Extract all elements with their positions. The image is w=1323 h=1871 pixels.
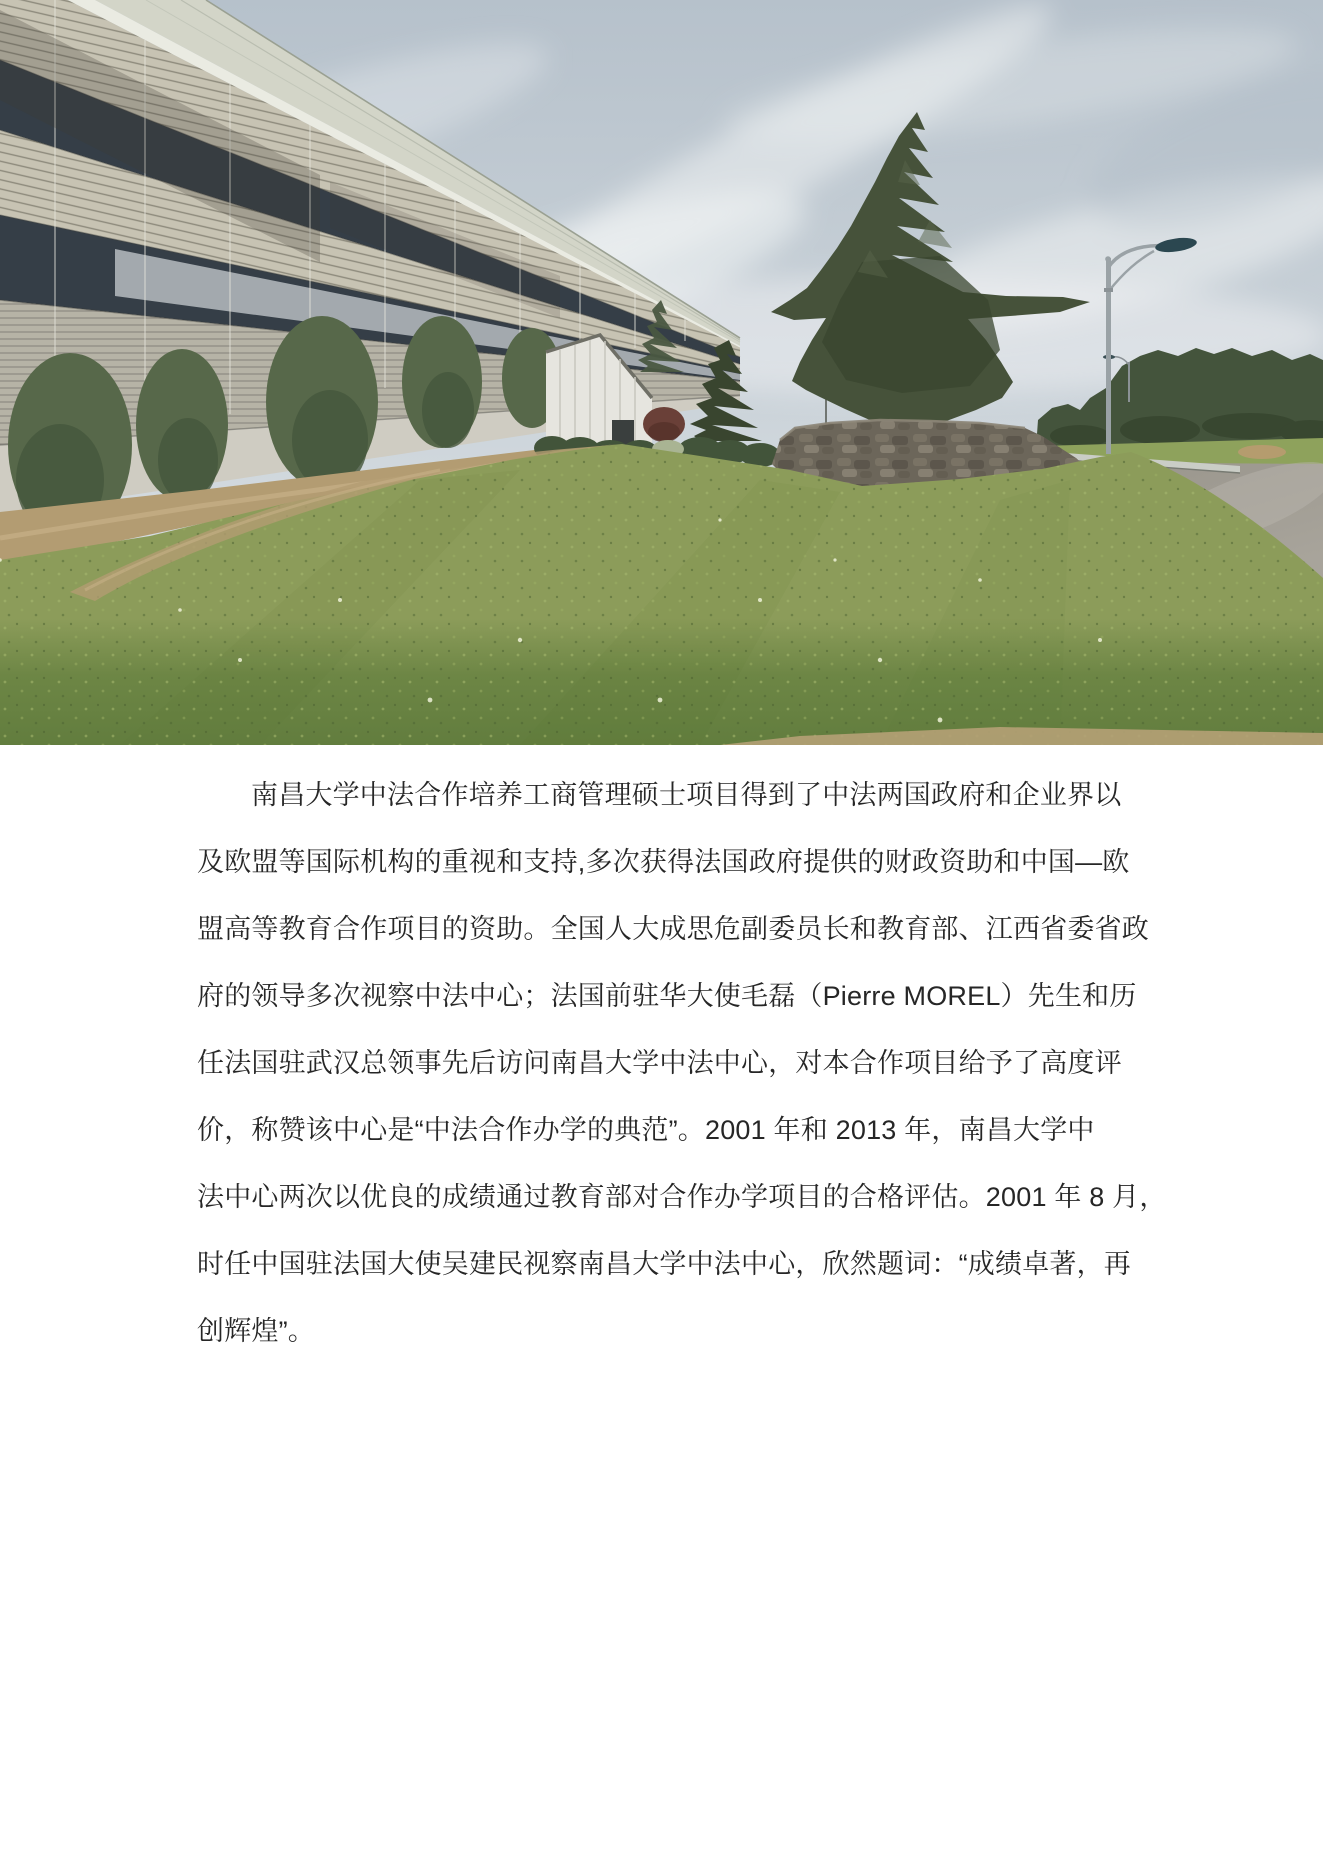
paragraph-line: 创辉煌”。 bbox=[197, 1316, 315, 1346]
paragraph-line: 任法国驻武汉总领事先后访问南昌大学中法中心，对本合作项目给予了高度评 bbox=[197, 1048, 1122, 1078]
paragraph-line: 南昌大学中法合作培养工商管理硕士项目得到了中法两国政府和企业界以 bbox=[251, 780, 1122, 810]
paragraph-line: 价，称赞该中心是“中法合作办学的典范”。2001 年和 2013 年，南昌大学中 bbox=[197, 1115, 1095, 1145]
article-paragraph bbox=[197, 762, 1167, 1365]
campus-photo-svg bbox=[0, 0, 1323, 745]
paragraph-line: 法中心两次以优良的成绩通过教育部对合作办学项目的合格评估。2001 年 8 月， bbox=[197, 1182, 1167, 1212]
paragraph-line: 及欧盟等国际机构的重视和支持,多次获得法国政府提供的财政资助和中国—欧 bbox=[197, 847, 1130, 877]
paragraph-line: 盟高等教育合作项目的资助。全国人大成思危副委员长和教育部、江西省委省政 bbox=[197, 914, 1149, 944]
bank-dirt-patch bbox=[1238, 445, 1286, 459]
paragraph-line: 府的领导多次视察中法中心；法国前驻华大使毛磊（Pierre MOREL）先生和历 bbox=[197, 981, 1137, 1011]
paragraph-line: 时任中国驻法国大使吴建民视察南昌大学中法中心，欣然题词：“成绩卓著，再 bbox=[197, 1249, 1131, 1279]
campus-photo bbox=[0, 0, 1323, 745]
